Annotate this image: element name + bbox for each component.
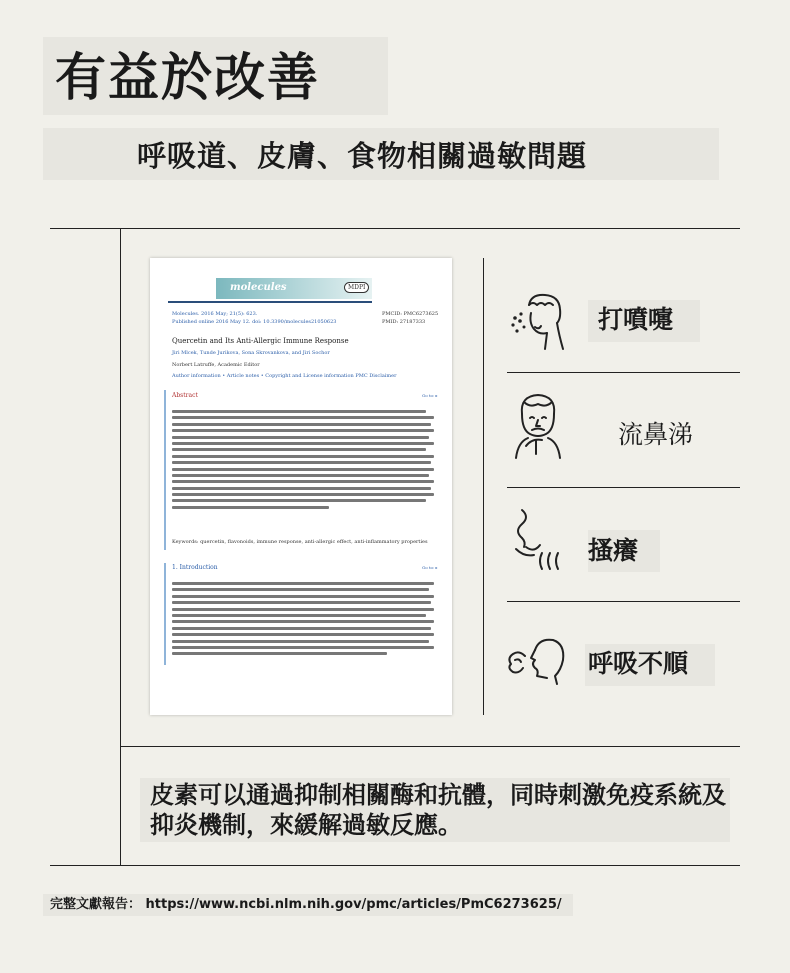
journal-logo: molecules <box>230 282 287 293</box>
citation-line: Molecules. 2016 May; 21(5): 623. <box>172 311 258 317</box>
runny-nose-person-icon <box>512 392 564 460</box>
intro-accent-bar <box>164 563 166 665</box>
pmcid-label: PMCID: PMC6273625 <box>382 311 439 317</box>
symptom-label: 呼吸不順 <box>588 649 689 678</box>
publisher-logo: MDPI <box>344 282 369 293</box>
abstract-text <box>172 410 434 512</box>
benefit-description: 皮素可以通過抑制相關酶和抗體，同時刺激免疫系統及抑炎機制，來緩解過敏反應。 <box>150 781 726 839</box>
editor-line: Norbert Latruffe, Academic Editor <box>172 362 260 368</box>
symptom-divider-2 <box>507 487 740 488</box>
page-subtitle: 呼吸道、皮膚、食物相關過敏問題 <box>137 139 588 173</box>
itching-skin-icon <box>512 507 564 573</box>
symptom-divider-3 <box>507 601 740 602</box>
frame-left-line <box>120 228 121 865</box>
symptom-label: 搔癢 <box>588 536 639 565</box>
frame-middle-line <box>120 746 740 747</box>
abstract-goto-link: Go to: ▸ <box>422 393 438 398</box>
pmid-label: PMID: 27187333 <box>382 319 426 325</box>
keywords-line: Keywords: quercetin, flavonoids, immune response, anti-allergic effect, anti-inflammatory properties <box>172 539 428 545</box>
reference-link[interactable]: 完整文獻報告： https://www.ncbi.nlm.nih.gov/pmc/articles/PmC6273625/ <box>50 897 562 912</box>
page-title: 有益於改善 <box>55 49 321 108</box>
doi-line: Published online 2016 May 12. doi: 10.3390/molecules21050623 <box>172 319 337 325</box>
intro-heading: 1. Introduction <box>172 564 218 571</box>
frame-bottom-line <box>50 865 740 866</box>
breathing-difficulty-icon <box>505 636 567 686</box>
abstract-heading: Abstract <box>172 392 198 399</box>
research-paper-image <box>150 258 452 715</box>
symptom-label: 流鼻涕 <box>618 420 694 449</box>
frame-top-line <box>50 228 740 229</box>
header-rule <box>168 301 372 303</box>
symptom-label: 打噴嚏 <box>598 305 674 334</box>
article-title: Quercetin and Its Anti-Allergic Immune Response <box>172 337 349 345</box>
info-links: Author information • Article notes • Copyright and License information PMC Disclaimer <box>172 373 397 379</box>
authors-line: Jiri Mlcek, Tunde Jurikova, Sona Skrovankova, and Jiri Sochor <box>172 350 330 356</box>
paper-divider-line <box>483 258 484 715</box>
sneezing-person-icon <box>507 291 567 353</box>
intro-text <box>172 582 434 659</box>
intro-goto-link: Go to: ▸ <box>422 565 438 570</box>
abstract-accent-bar <box>164 390 166 550</box>
symptom-divider-1 <box>507 372 740 373</box>
